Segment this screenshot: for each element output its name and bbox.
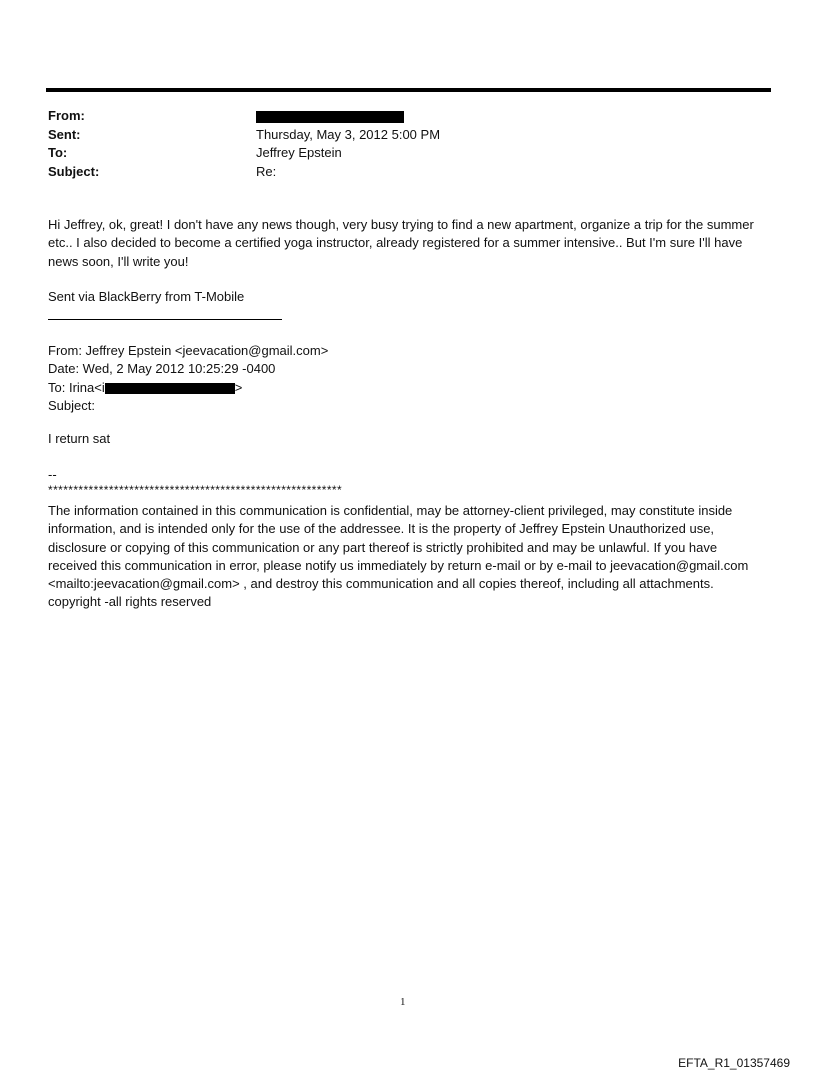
sent-row xyxy=(48,126,748,145)
quoted-body: I return sat xyxy=(48,431,111,446)
quoted-date: Date: Wed, 2 May 2012 10:25:29 -0400 xyxy=(48,361,276,377)
sent-value: Thursday, May 3, 2012 5:00 PM xyxy=(256,126,441,142)
disclaimer: The information contained in this communication is confidential, may be attorney-client privileged, may constitute inside information, and is intended only for the use of the addressee. It is the property of Jeffrey Epstein Unauthorized use, disclosure or copying of this communication or any part thereof is strictly prohibited and may be unlawful. If you have received this communication in error, please notify us immediately by return e-mail or by e-mail to jeevacation@gmail.com <mailto:jeevacation@gmail.com> , and destroy this communication and all copies thereof, including all attachments. copyright -all rights reserved xyxy=(48,503,749,610)
redaction-bar xyxy=(105,383,235,394)
subject-label: Subject: xyxy=(48,163,100,179)
email-header xyxy=(48,107,748,181)
from-row xyxy=(48,107,748,126)
to-row xyxy=(48,144,748,163)
quoted-header xyxy=(48,342,768,415)
document-id: EFTA_R1_01357469 xyxy=(678,1056,790,1070)
from-value xyxy=(256,107,404,126)
quoted-subject: Subject: xyxy=(48,397,95,413)
from-label: From: xyxy=(48,108,85,123)
quoted-from: From: Jeffrey Epstein <jeevacation@gmail.com> xyxy=(48,343,329,358)
stars-line: ********************************************************** xyxy=(48,483,343,497)
redaction-bar xyxy=(256,111,404,123)
quoted-to xyxy=(48,379,768,397)
to-label: To: xyxy=(48,145,68,160)
page-number: 1 xyxy=(400,996,406,1008)
quoted-to-prefix: To: Irina<i xyxy=(48,379,105,395)
sent-label: Sent: xyxy=(48,126,81,142)
header-rule xyxy=(46,88,771,92)
subject-value: Re: xyxy=(256,163,277,179)
message-body: Hi Jeffrey, ok, great! I don't have any news though, very busy trying to find a new apartment, organize a trip for the summer etc.. I also decided to become a certified yoga instructor, already registered for a summer intensive.. But I'm sure I'll have news soon, I'll write you! xyxy=(48,217,754,269)
subject-row xyxy=(48,163,748,182)
message-signature: Sent via BlackBerry from T-Mobile xyxy=(48,289,245,304)
signature-dashes: -- xyxy=(48,467,57,482)
quoted-to-suffix: > xyxy=(234,379,243,395)
quote-separator xyxy=(48,319,282,320)
to-value: Jeffrey Epstein xyxy=(256,145,342,160)
